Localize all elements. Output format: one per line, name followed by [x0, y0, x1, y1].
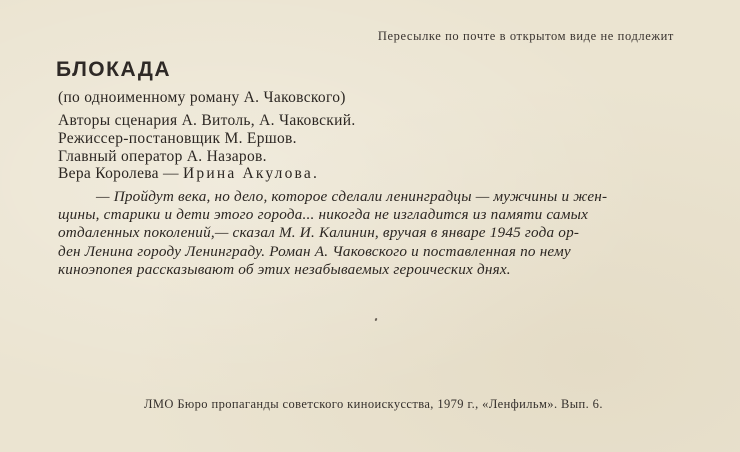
cast-line [58, 165, 319, 183]
cast-separator: — [158, 165, 183, 182]
quote-line: — Пройдут века, но дело, которое сделали ленинградцы — мужчины и жен- [96, 188, 608, 205]
credits-block [58, 112, 356, 166]
paper-speck [374, 318, 377, 322]
quote-line: отдаленных поколений,— сказал М. И. Калинин, вручая в январе 1945 года ор- [58, 224, 580, 242]
mailing-notice: Пересылке по почте в открытом виде не подлежит [377, 29, 674, 43]
quote-line: ден Ленина городу Ленинграду. Роман А. Чаковского и поставленная по нему [58, 242, 571, 260]
credit-director: Режиссер-постановщик М. Ершов. [58, 130, 297, 147]
cast-actor: Ирина Акулова. [183, 165, 320, 182]
quote-paragraph [58, 188, 682, 279]
film-subtitle: (по одноименному роману А. Чаковского) [58, 89, 346, 106]
credit-screenwriters: Авторы сценария А. Витоль, А. Чаковский. [58, 112, 356, 129]
quote-line: щины, старики и дети этого города... никогда не изгладится из памяти самых [58, 206, 589, 224]
film-title: БЛОКАДА [56, 58, 172, 81]
publisher-footer: ЛМО Бюро пропаганды советского киноискусства, 1979 г., «Ленфильм». Вып. 6. [144, 397, 603, 411]
quote-line: киноэпопея рассказывают об этих незабываемых героических днях. [58, 260, 511, 278]
cast-role: Вера Королева [58, 165, 159, 182]
credit-cinematographer: Главный оператор А. Назаров. [58, 148, 267, 165]
